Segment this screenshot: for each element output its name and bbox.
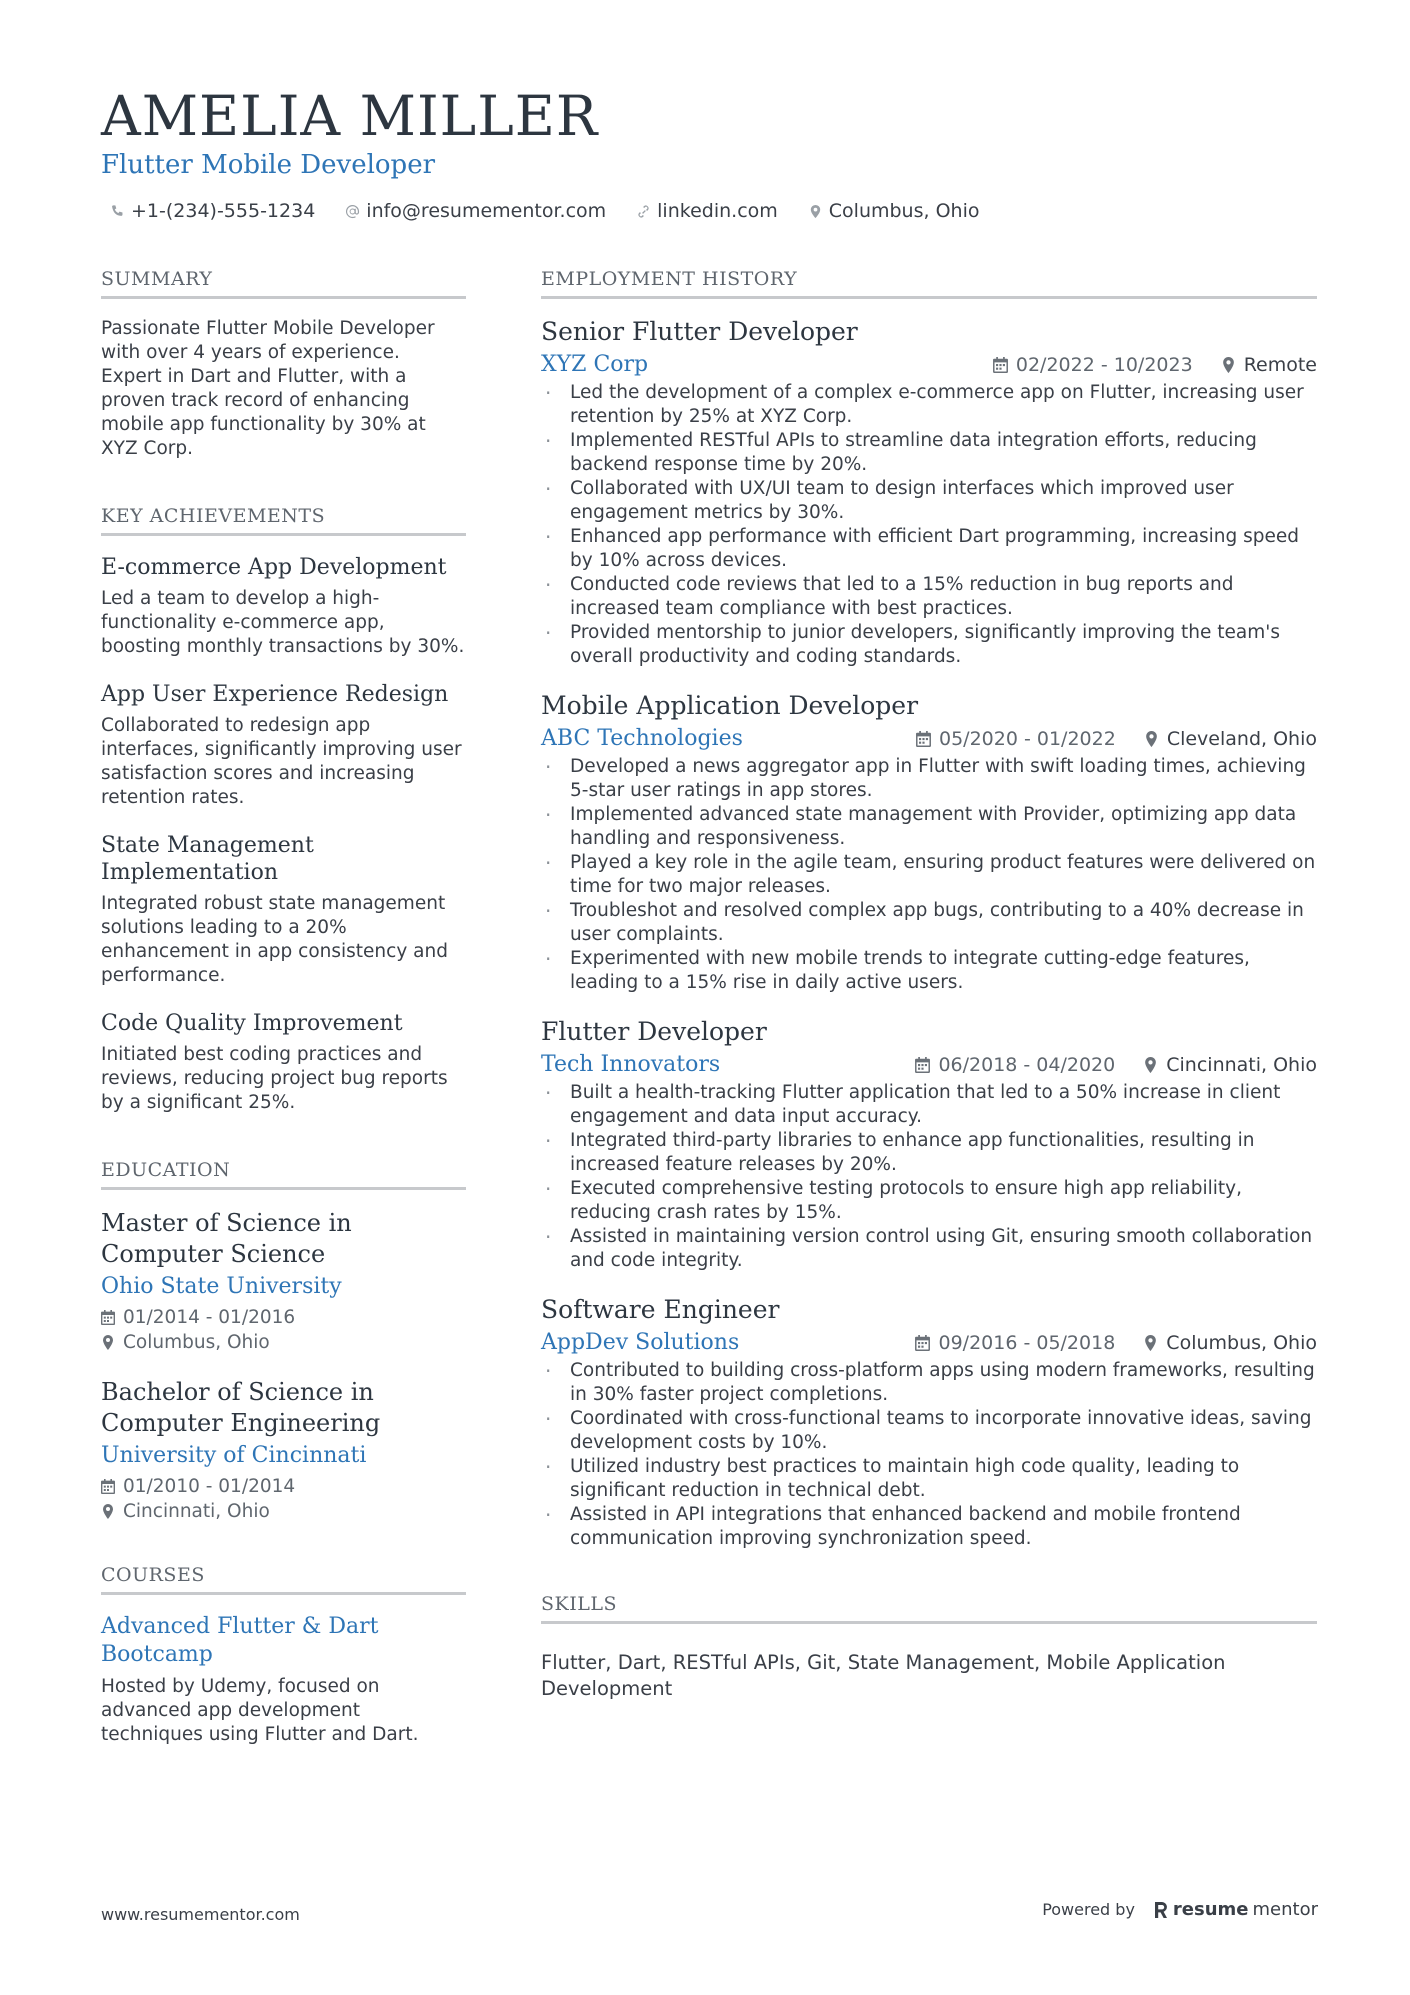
job-bullets — [541, 1359, 1317, 1551]
job-bullet: · Collaborated with UX/UI team to design interfaces which improved user engagement metrics by 30%. — [541, 477, 1317, 525]
job-entry — [541, 317, 1317, 669]
education-item — [101, 1208, 466, 1355]
job-title: Senior Flutter Developer — [541, 317, 858, 346]
job-row — [541, 1330, 1317, 1355]
achievement-title: App User Experience Redesign — [101, 682, 449, 707]
course-text: Hosted by Udemy, focused on advanced app development techniques using Flutter and Dart. — [101, 1676, 419, 1745]
achievement-text: Led a team to develop a high-functionality e-commerce app, boosting monthly transactions by 30%. — [101, 588, 465, 657]
job-title: Mobile Application Developer — [541, 691, 919, 720]
job-meta — [916, 728, 1317, 750]
job-company: XYZ Corp — [541, 352, 649, 377]
contact-phone[interactable] — [110, 200, 315, 222]
edu-school: Ohio State University — [101, 1274, 342, 1299]
job-dates — [993, 354, 1193, 376]
job-meta — [915, 1332, 1317, 1354]
link-icon — [636, 204, 651, 219]
job-bullet: · Enhanced app performance with efficient Dart programming, increasing speed by 10% across devices. — [541, 525, 1317, 573]
course-title: Advanced Flutter & Dart Bootcamp — [101, 1614, 379, 1667]
email-text: info@resumementor.com — [366, 200, 607, 222]
achievement-text: Integrated robust state management solutions leading to a 20% enhancement in app consistency and performance. — [101, 893, 448, 986]
summary-text: Passionate Flutter Mobile Developer with over 4 years of experience. Expert in Dart and Flutter, with a proven track record of enhancing mobile app functionality by 30% at XYZ Corp. — [101, 318, 435, 459]
job-bullet: · Assisted in API integrations that enhanced backend and mobile frontend communication improving synchronization speed. — [541, 1503, 1317, 1551]
job-bullet: · Experimented with new mobile trends to integrate cutting-edge features, leading to a 15% rise in daily active users. — [541, 947, 1317, 995]
achievement-item — [101, 681, 466, 810]
powered-by-text: Powered by — [1042, 1900, 1135, 1919]
job-bullet: · Executed comprehensive testing protocols to ensure high app reliability, reducing crash rates by 15%. — [541, 1177, 1317, 1225]
job-location — [1143, 1054, 1317, 1076]
job-location — [1143, 1332, 1317, 1354]
contact-linkedin[interactable] — [636, 200, 778, 222]
employment-heading: EMPLOYMENT HISTORY — [541, 268, 1317, 299]
edu-location — [101, 1330, 466, 1355]
summary-heading: SUMMARY — [101, 268, 466, 299]
footer-powered — [1042, 1899, 1318, 1920]
phone-icon — [110, 204, 125, 219]
job-title: Software Engineer — [541, 1295, 780, 1324]
location-pin-icon — [1143, 1057, 1158, 1073]
achievement-item — [101, 1010, 466, 1115]
logo-light-text: mentor — [1252, 1899, 1318, 1920]
job-dates-text: 05/2020 - 01/2022 — [939, 727, 1116, 750]
job-dates — [915, 1332, 1115, 1354]
edu-location — [101, 1499, 466, 1524]
course-item — [101, 1613, 466, 1747]
achievement-title: Code Quality Improvement — [101, 1011, 403, 1036]
job-location — [1221, 354, 1317, 376]
edu-dates-text: 01/2014 - 01/2016 — [123, 1307, 296, 1328]
achievements-section — [101, 505, 466, 1115]
job-dates — [915, 1054, 1115, 1076]
job-entry — [541, 691, 1317, 995]
achievement-title: E-commerce App Development — [101, 555, 447, 580]
job-row — [541, 352, 1317, 377]
calendar-icon — [915, 1335, 930, 1351]
logo-mark-icon — [1153, 1900, 1169, 1920]
job-location-text: Cleveland, Ohio — [1166, 727, 1317, 750]
job-meta — [915, 1054, 1317, 1076]
achievement-text: Collaborated to redesign app interfaces, significantly improving user satisfaction scores and increasing retention rates. — [101, 715, 462, 808]
location-pin-icon — [101, 1335, 115, 1350]
achievement-item — [101, 554, 466, 659]
job-entry — [541, 1295, 1317, 1551]
job-row — [541, 726, 1317, 751]
job-bullet: · Developed a news aggregator app in Flutter with swift loading times, achieving 5-star user ratings in app stores. — [541, 755, 1317, 803]
job-bullet: · Provided mentorship to junior developers, significantly improving the team's overall productivity and coding standards. — [541, 621, 1317, 669]
job-company: AppDev Solutions — [541, 1330, 740, 1355]
employment-section — [541, 268, 1317, 1551]
job-bullet: · Integrated third-party libraries to enhance app functionalities, resulting in increased feature releases by 20%. — [541, 1129, 1317, 1177]
job-bullet: · Implemented advanced state management with Provider, optimizing app data handling and responsiveness. — [541, 803, 1317, 851]
job-title: Flutter Developer — [541, 1017, 767, 1046]
contact-email[interactable] — [345, 200, 606, 222]
education-heading: EDUCATION — [101, 1159, 466, 1190]
right-column — [541, 268, 1317, 1702]
logo-bold-text: resume — [1172, 1899, 1249, 1920]
job-dates — [916, 728, 1116, 750]
courses-section — [101, 1564, 466, 1747]
calendar-icon — [916, 731, 931, 747]
job-location — [1144, 728, 1317, 750]
job-bullet: · Contributed to building cross-platform apps using modern frameworks, resulting in 30% faster project completions. — [541, 1359, 1317, 1407]
edu-location-text: Columbus, Ohio — [123, 1332, 270, 1353]
location-text: Columbus, Ohio — [828, 200, 980, 222]
left-column — [101, 268, 466, 1747]
candidate-name: AMELIA MILLER — [101, 84, 599, 148]
candidate-title: Flutter Mobile Developer — [101, 150, 436, 180]
location-pin-icon — [1144, 731, 1159, 747]
job-location-text: Cincinnati, Ohio — [1166, 1053, 1317, 1076]
edu-degree: Bachelor of Science in Computer Engineering — [101, 1378, 381, 1437]
calendar-icon — [993, 357, 1008, 373]
job-dates-text: 06/2018 - 04/2020 — [938, 1053, 1116, 1076]
footer-website[interactable]: www.resumementor.com — [101, 1905, 300, 1924]
job-bullet: · Led the development of a complex e-commerce app on Flutter, increasing user retention by 25% at XYZ Corp. — [541, 381, 1317, 429]
job-bullet: · Played a key role in the agile team, ensuring product features were delivered on time for two major releases. — [541, 851, 1317, 899]
job-bullet: · Built a health-tracking Flutter application that led to a 50% increase in client engagement and data input accuracy. — [541, 1081, 1317, 1129]
skills-heading: SKILLS — [541, 1593, 1317, 1624]
education-item — [101, 1377, 466, 1524]
contact-bar — [110, 200, 979, 222]
achievement-text: Initiated best coding practices and reviews, reducing project bug reports by a significant 25%. — [101, 1044, 448, 1113]
calendar-icon — [915, 1057, 930, 1073]
education-section — [101, 1159, 466, 1524]
edu-location-text: Cincinnati, Ohio — [123, 1501, 270, 1522]
achievements-heading: KEY ACHIEVEMENTS — [101, 505, 466, 536]
location-pin-icon — [1221, 357, 1236, 373]
linkedin-text: linkedin.com — [657, 200, 778, 222]
job-company: ABC Technologies — [541, 726, 743, 751]
job-location-text: Columbus, Ohio — [1166, 1331, 1317, 1354]
resumementor-logo[interactable] — [1153, 1899, 1318, 1920]
courses-heading: COURSES — [101, 1564, 466, 1595]
achievement-title: State Management Implementation — [101, 833, 314, 885]
job-bullets — [541, 755, 1317, 995]
calendar-icon — [101, 1479, 115, 1494]
job-dates-text: 02/2022 - 10/2023 — [1015, 353, 1193, 376]
location-pin-icon — [1143, 1335, 1158, 1351]
skills-section — [541, 1593, 1317, 1702]
job-location-text: Remote — [1243, 353, 1317, 376]
phone-text: +1-(234)-555-1234 — [131, 200, 316, 222]
job-bullets — [541, 381, 1317, 669]
job-dates-text: 09/2016 - 05/2018 — [938, 1331, 1116, 1354]
edu-dates-text: 01/2010 - 01/2014 — [123, 1476, 296, 1497]
job-bullet: · Coordinated with cross-functional teams to incorporate innovative ideas, saving development costs by 10%. — [541, 1407, 1317, 1455]
edu-dates — [101, 1474, 466, 1499]
edu-school: University of Cincinnati — [101, 1443, 367, 1468]
summary-section — [101, 268, 466, 461]
edu-degree: Master of Science in Computer Science — [101, 1209, 352, 1268]
job-entry — [541, 1017, 1317, 1273]
job-bullet: · Implemented RESTful APIs to streamline data integration efforts, reducing backend response time by 20%. — [541, 429, 1317, 477]
achievement-item — [101, 832, 466, 988]
calendar-icon — [101, 1310, 115, 1325]
location-pin-icon — [101, 1504, 115, 1519]
job-meta — [993, 354, 1317, 376]
job-company: Tech Innovators — [541, 1052, 721, 1077]
location-pin-icon — [808, 204, 823, 219]
contact-location — [808, 200, 980, 222]
edu-dates — [101, 1305, 466, 1330]
job-bullets — [541, 1081, 1317, 1273]
job-bullet: · Utilized industry best practices to maintain high code quality, leading to significant reduction in technical debt. — [541, 1455, 1317, 1503]
job-bullet: · Troubleshot and resolved complex app bugs, contributing to a 40% decrease in user complaints. — [541, 899, 1317, 947]
skills-text: Flutter, Dart, RESTful APIs, Git, State Management, Mobile Application Development — [541, 1651, 1226, 1700]
at-icon — [345, 204, 360, 219]
job-row — [541, 1052, 1317, 1077]
job-bullet: · Conducted code reviews that led to a 15% reduction in bug reports and increased team compliance with best practices. — [541, 573, 1317, 621]
job-bullet: · Assisted in maintaining version control using Git, ensuring smooth collaboration and code integrity. — [541, 1225, 1317, 1273]
